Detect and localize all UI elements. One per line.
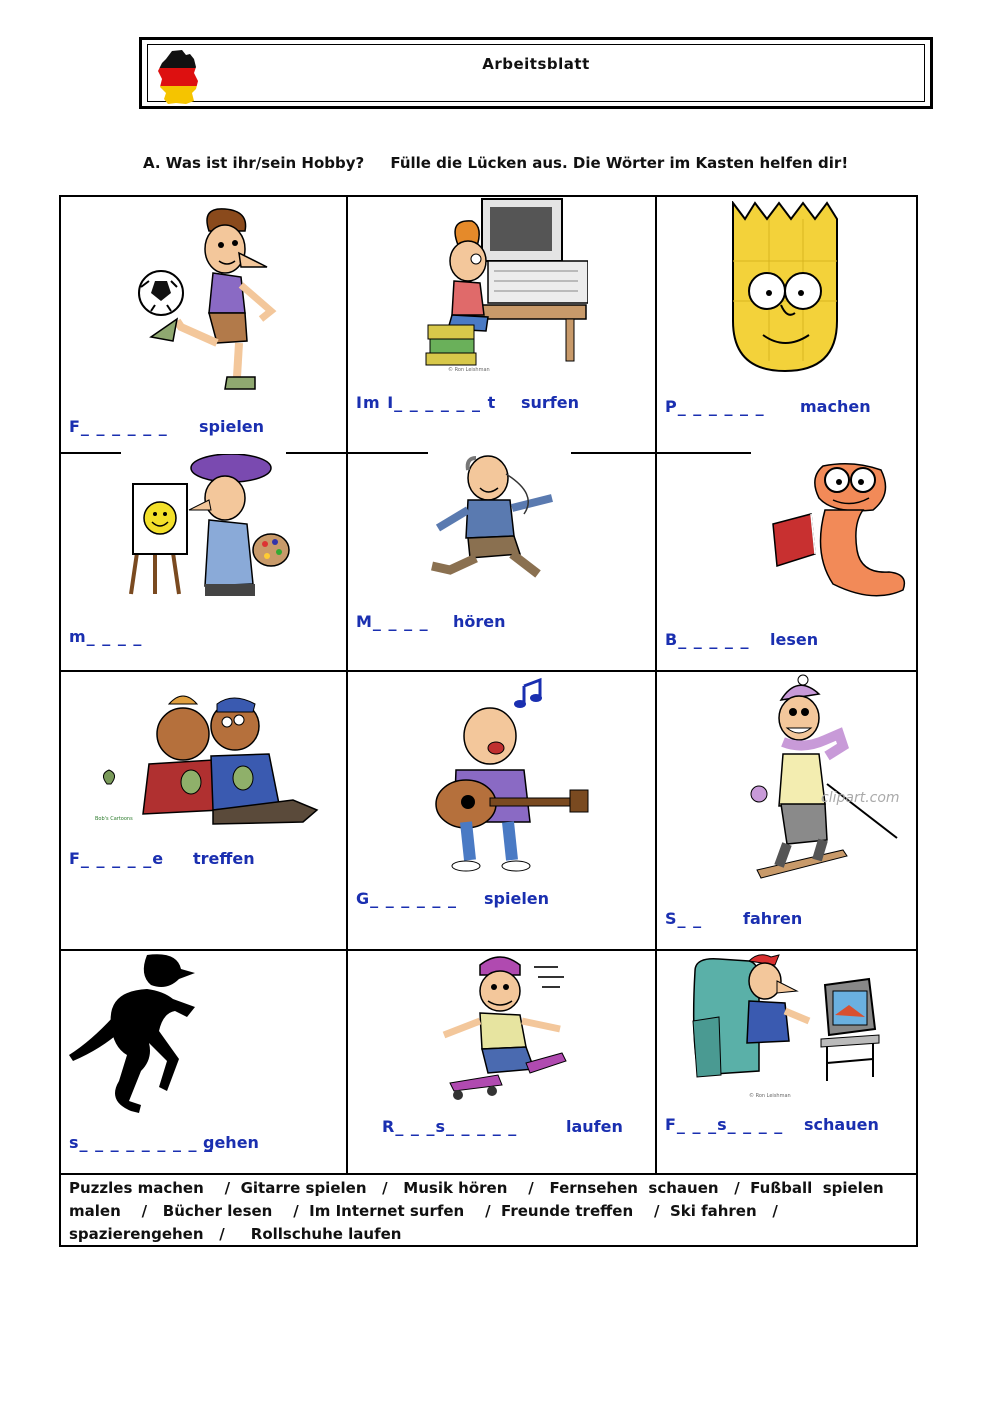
verb-text: laufen	[566, 1117, 623, 1136]
friends-icon	[93, 674, 323, 834]
gap-text: F_ _ _s_ _ _ _	[665, 1115, 784, 1134]
word-box-line: spazierengehen / Rollschuhe laufen	[69, 1225, 402, 1243]
skier-icon	[747, 674, 907, 894]
hobby-cell	[348, 672, 655, 949]
verb-text: fahren	[743, 909, 803, 928]
verb-text: treffen	[193, 849, 255, 868]
verb-text: hören	[453, 612, 506, 631]
verb-text: surfen	[521, 393, 580, 412]
svg-text:© Ron Leishman: © Ron Leishman	[749, 1093, 791, 1099]
gap-text: G_ _ _ _ _ _	[356, 889, 457, 908]
gap-text: S_ _	[665, 909, 703, 928]
gap-text: F_ _ _ _ _e	[69, 849, 165, 868]
word-box-line: Puzzles machen / Gitarre spielen / Musik hören / Fernsehen schauen / Fußball spielen	[69, 1179, 884, 1197]
verb-text: spielen	[484, 889, 550, 908]
hobby-cell	[61, 951, 346, 1175]
header-frame	[139, 37, 933, 109]
hobby-cell	[657, 672, 918, 949]
hobby-cell	[348, 197, 655, 452]
svg-text:Bob's Cartoons: Bob's Cartoons	[95, 816, 133, 822]
verb-text: schauen	[804, 1115, 879, 1134]
header-inner-border	[147, 44, 925, 102]
gap-text: B_ _ _ _ _	[665, 630, 750, 649]
soccer-boy-icon	[121, 201, 281, 391]
hobby-cell	[657, 197, 918, 452]
gap-text: s_ _ _ _ _ _ _ _ _	[69, 1133, 214, 1152]
tv-watcher-icon	[689, 951, 889, 1101]
gap-text: m_ _ _ _	[69, 627, 143, 646]
gap-text: M_ _ _ _	[356, 612, 429, 631]
running-man-icon	[67, 951, 207, 1121]
hobby-cell	[348, 951, 655, 1175]
svg-text:© Ron Leishman: © Ron Leishman	[448, 367, 490, 372]
painter-icon	[117, 454, 293, 606]
hobby-cell	[657, 951, 918, 1175]
roller-skater-icon	[430, 951, 580, 1101]
hobby-cell	[61, 197, 346, 452]
hobby-cell	[61, 454, 346, 670]
word-box	[59, 1175, 918, 1247]
hobby-cell	[348, 454, 655, 670]
hobby-cell	[657, 454, 918, 670]
gap-text: Im I_ _ _ _ _ _ t	[356, 393, 497, 412]
svg-text:clipart.com: clipart.com	[821, 790, 900, 806]
hobby-cell	[61, 672, 346, 949]
puzzle-face-icon	[729, 201, 841, 373]
hobby-grid	[59, 195, 918, 1175]
word-box-line: malen / Bücher lesen / Im Internet surfen / Freunde treffen / Ski fahren /	[69, 1202, 778, 1220]
verb-text: gehen	[203, 1133, 259, 1152]
computer-kid-icon	[418, 197, 588, 372]
gap-text: R_ _ _s_ _ _ _ _	[382, 1117, 518, 1136]
verb-text: lesen	[770, 630, 819, 649]
page-title: Arbeitsblatt	[482, 55, 590, 73]
music-man-icon	[428, 454, 568, 584]
gap-text: P_ _ _ _ _ _	[665, 397, 765, 416]
guitarist-icon	[420, 672, 590, 872]
verb-text: machen	[800, 397, 871, 416]
bookworm-icon	[753, 454, 913, 604]
verb-text: spielen	[199, 417, 265, 436]
gap-text: F_ _ _ _ _ _	[69, 417, 168, 436]
instruction-text: A. Was ist ihr/sein Hobby? Fülle die Lücken aus. Die Wörter im Kasten helfen dir!	[143, 154, 849, 172]
